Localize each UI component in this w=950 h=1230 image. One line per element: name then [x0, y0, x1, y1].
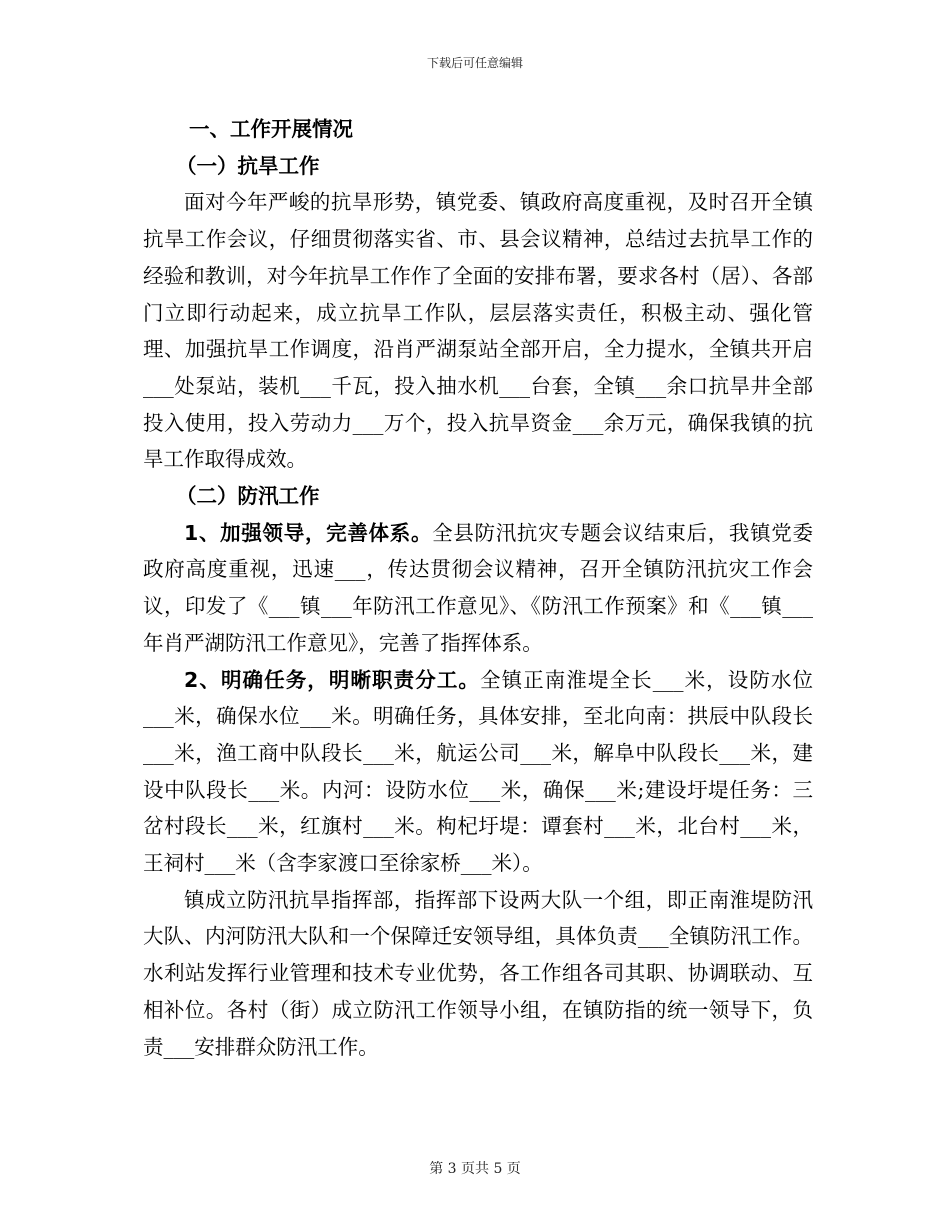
document-body: [143, 111, 813, 1065]
paragraph-command: 镇成立防汛抗旱指挥部，指挥部下设两大队一个组，即正南淮堤防汛大队、内河防汛大队和一个保障迁安领导组，具体负责___全镇防汛工作。水利站发挥行业管理和技术专业优势，各工作组各司其职、协调联动、互相补位。各村（街）成立防汛工作领导小组，在镇防指的统一领导下，负责___安排群众防汛工作。: [143, 887, 813, 1059]
page-header: 下载后可任意编辑: [426, 56, 523, 70]
subsection-title-flood: （二）防汛工作: [176, 484, 320, 509]
paragraph-text-leadership: 全县防汛抗灾专题会议结束后，我镇党委政府高度重视，迅速___，传达贯彻会议精神，召开全镇防汛抗灾工作会议，印发了《___镇___年防汛工作意见》、《防汛工作预案》和《___镇___年肖严湖防汛工作意见》，完善了指挥体系。: [143, 520, 814, 655]
section-title: 一、工作开展情况: [189, 117, 353, 141]
paragraph-tasks: [143, 662, 813, 882]
paragraph-drought: 面对今年严峻的抗旱形势，镇党委、镇政府高度重视，及时召开全镇抗旱工作会议，仔细贯彻落实省、市、县会议精神，总结过去抗旱工作的经验和教训，对今年抗旱工作作了全面的安排布署，要求各村（居）、各部门立即行动起来，成立抗旱工作队，层层落实责任，积极主动、强化管理、加强抗旱工作调度，沿肖严湖泵站全部开启，全力提水，全镇共开启___处泵站，装机___千瓦，投入抽水机___台套，全镇___余口抗旱井全部投入使用，投入劳动力___万个，投入抗旱资金___余万元，确保我镇的抗旱工作取得成效。: [143, 190, 813, 472]
paragraph-leadership: [143, 515, 813, 662]
subsection-title-drought: （一）抗旱工作: [176, 153, 320, 178]
paragraph-text-tasks: 全镇正南淮堤全长___米，设防水位___米，确保水位___米。明确任务，具体安排，至北向南：拱辰中队段长___米，渔工商中队段长___米，航运公司___米，解阜中队段长___米，建设中队段长___米。内河：设防水位___米，确保___米;建设圩堤任务：三岔村段长___米，红旗村___米。枸杞圩堤：谭套村___米，北台村___米，王祠村___米（含李家渡口至徐家桥___米）。: [143, 667, 814, 876]
paragraph-lead-tasks: 2、明确任务，明晰职责分工。: [184, 667, 481, 692]
paragraph-lead-leadership: 1、加强领导，完善体系。: [184, 520, 433, 545]
page-number: 第 3 页共 5 页: [429, 1161, 521, 1177]
